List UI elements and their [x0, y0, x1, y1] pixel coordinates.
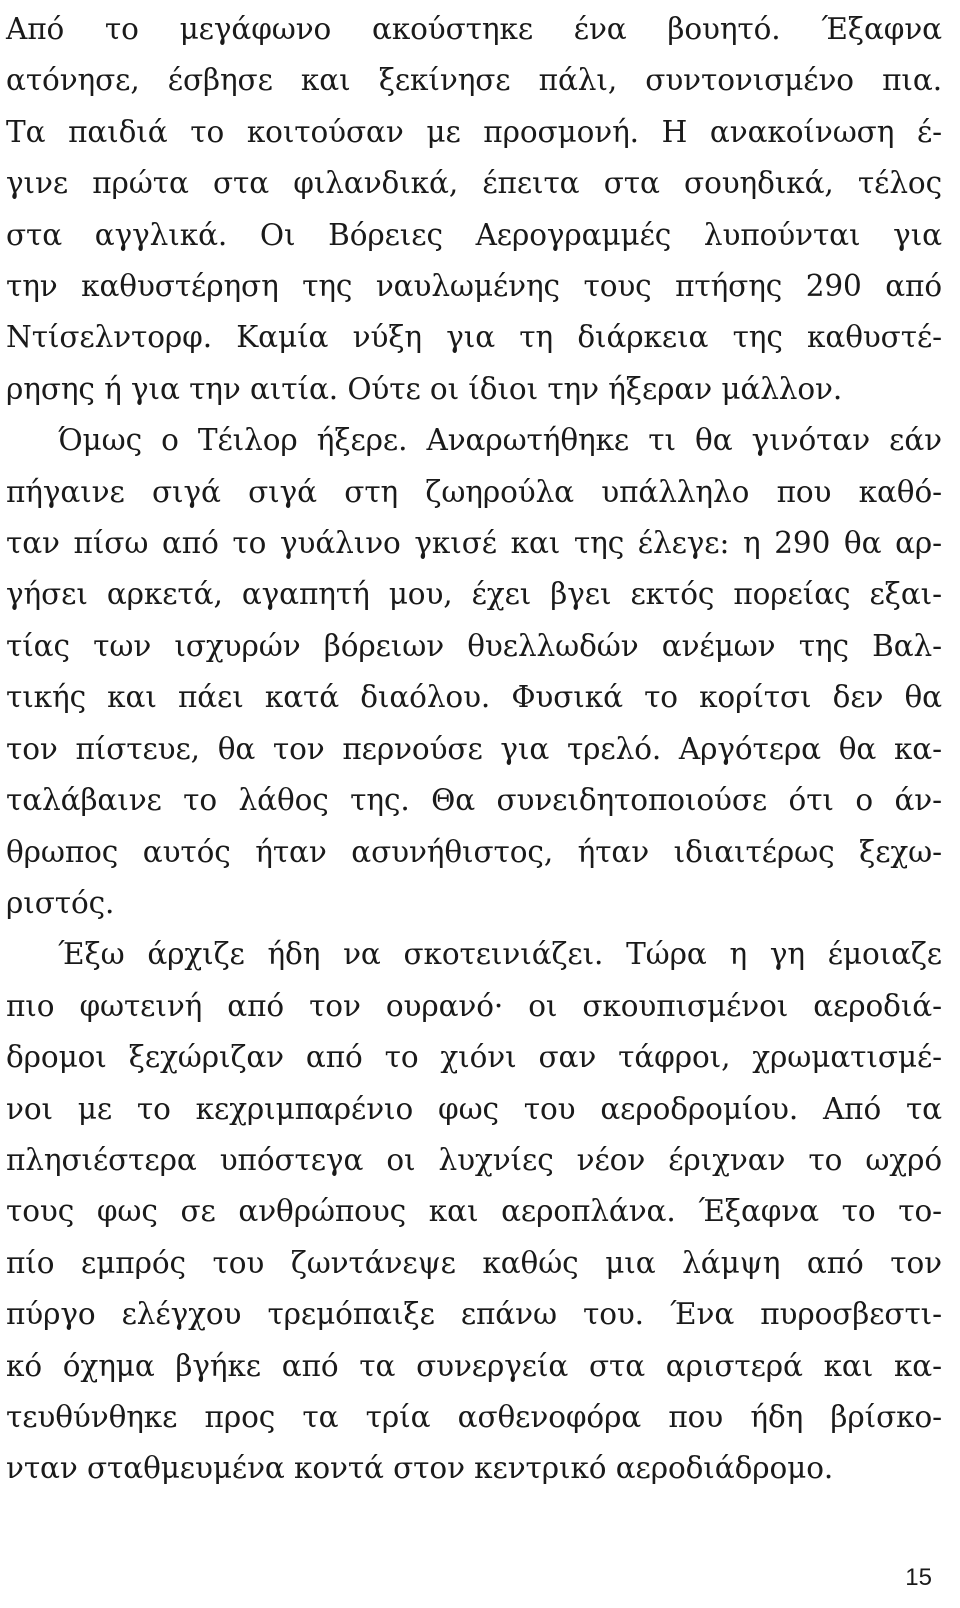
text-line: δρομοι ξεχώριζαν από το χιόνι σαν τάφροι, χρωματισμέ-: [6, 1040, 942, 1075]
text-line: πίο εμπρός του ζωντάνεψε καθώς μια λάμψη από τον: [6, 1245, 942, 1280]
text-line: κό όχημα βγήκε από τα συνεργεία στα αριστερά και κα-: [6, 1348, 942, 1383]
text-line: ατόνησε, έσβησε και ξεκίνησε πάλι, συντονισμένο πια.: [6, 63, 942, 98]
paragraph: [6, 929, 942, 1494]
text-line: πύργο ελέγχου τρεμόπαιξε επάνω του. Ένα πυροσβεστι-: [6, 1297, 942, 1332]
text-line: πιο φωτεινή από τον ουρανό· οι σκουπισμένοι αεροδιά-: [6, 988, 942, 1023]
text-line: νταν σταθμευμένα κοντά στον κεντρικό αεροδιάδρομο.: [6, 1451, 834, 1486]
paragraph: [6, 415, 942, 929]
text-line: Τα παιδιά το κοιτούσαν με προσμονή. Η ανακοίνωση έ-: [6, 114, 942, 149]
text-line: Ντίσελντορφ. Καμία νύξη για τη διάρκεια της καθυστέ-: [6, 320, 942, 355]
text-line: τίας των ισχυρών βόρειων θυελλωδών ανέμων της Βαλ-: [6, 628, 942, 663]
text-line: γήσει αρκετά, αγαπητή μου, έχει βγει εκτός πορείας εξαι-: [6, 577, 942, 612]
text-line: θρωπος αυτός ήταν ασυνήθιστος, ήταν ιδιαιτέρως ξεχω-: [6, 834, 942, 869]
body-text: [6, 4, 942, 1495]
paragraph: [6, 4, 942, 415]
text-line: ρησης ή για την αιτία. Ούτε οι ίδιοι την ήξεραν μάλλον.: [6, 371, 843, 406]
text-line: ταλάβαινε το λάθος της. Θα συνειδητοποιούσε ότι ο άν-: [6, 783, 942, 818]
text-line: Από το μεγάφωνο ακούστηκε ένα βουητό. Έξαφνα: [6, 12, 942, 46]
text-line: ταν πίσω από το γυάλινο γκισέ και της έλεγε: η 290 θα αρ-: [6, 526, 942, 561]
text-line: γινε πρώτα στα φιλανδικά, έπειτα στα σουηδικά, τέλος: [6, 166, 942, 201]
text-line: τευθύνθηκε προς τα τρία ασθενοφόρα που ήδη βρίσκο-: [6, 1399, 942, 1434]
text-line: τον πίστευε, θα τον περνούσε για τρελό. Αργότερα θα κα-: [6, 731, 942, 766]
text-line: Έξω άρχιζε ήδη να σκοτεινιάζει. Τώρα η γη έμοιαζε: [58, 937, 942, 972]
text-line: τικής και πάει κατά διαόλου. Φυσικά το κορίτσι δεν θα: [6, 680, 942, 715]
text-line: στα αγγλικά. Οι Βόρειες Αερογραμμές λυπούνται για: [6, 217, 942, 252]
text-line: την καθυστέρηση της ναυλωμένης τους πτήσης 290 από: [6, 269, 942, 304]
text-line: τους φως σε ανθρώπους και αεροπλάνα. Έξαφνα το το-: [6, 1194, 942, 1229]
text-line: πήγαινε σιγά σιγά στη ζωηρούλα υπάλληλο που καθό-: [6, 474, 942, 509]
text-line: πλησιέστερα υπόστεγα οι λυχνίες νέον έριχναν το ωχρό: [6, 1142, 942, 1177]
page-number: 15: [905, 1564, 932, 1591]
text-line: νοι με το κεχριμπαρένιο φως του αεροδρομίου. Από τα: [6, 1091, 942, 1126]
text-line: ριστός.: [6, 885, 115, 920]
text-line: Όμως ο Τέιλορ ήξερε. Αναρωτήθηκε τι θα γινόταν εάν: [58, 423, 942, 458]
